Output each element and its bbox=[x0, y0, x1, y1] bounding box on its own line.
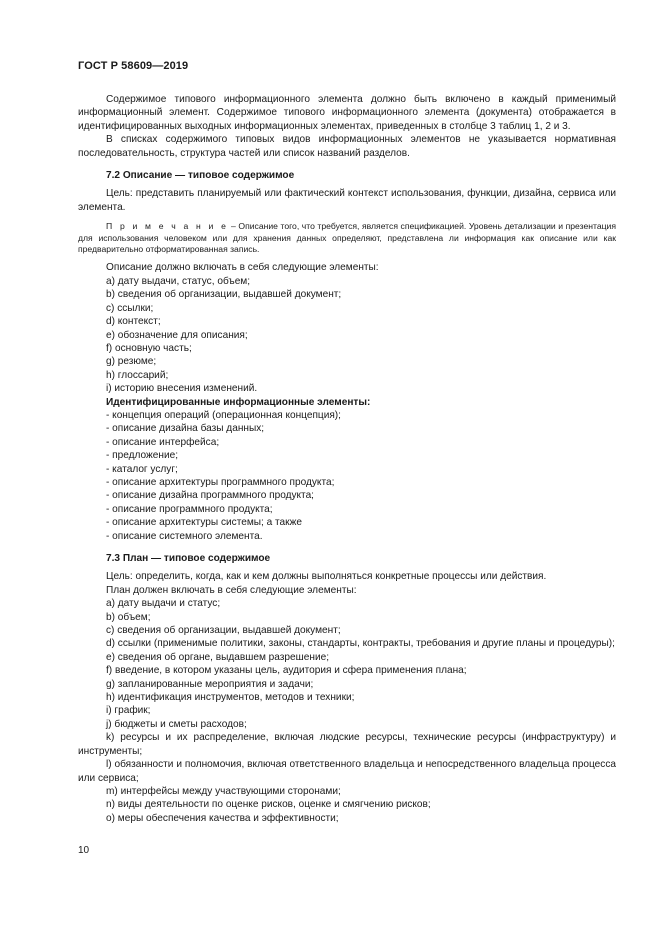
identified-item: - описание дизайна базы данных; bbox=[106, 423, 265, 435]
section-7-3-list-intro: План должен включать в себя следующие элементы: bbox=[106, 584, 357, 596]
identified-item: - описание архитектуры программного продукта; bbox=[106, 476, 335, 488]
list-item: l) обязанности и полномочия, включая ответственного владельца и непосредственного владельца процесса или сервиса; bbox=[78, 759, 616, 784]
list-item: h) глоссарий; bbox=[106, 369, 169, 381]
section-7-3-goal: Цель: определить, когда, как и кем должны выполняться конкретные процессы или действия. bbox=[106, 571, 547, 583]
section-7-2-list-intro: Описание должно включать в себя следующие элементы: bbox=[106, 262, 379, 274]
list-item: d) ссылки (применимые политики, законы, стандарты, контракты, требования и другие планы и процедуры); bbox=[106, 638, 615, 650]
list-item: a) дату выдачи и статус; bbox=[106, 598, 221, 610]
page-content bbox=[78, 93, 616, 825]
section-7-2-heading: 7.2 Описание — типовое содержимое bbox=[106, 170, 295, 182]
list-item: h) идентификация инструментов, методов и техники; bbox=[106, 692, 355, 704]
identified-item: - концепция операций (операционная концепция); bbox=[106, 409, 341, 421]
list-item: j) бюджеты и сметы расходов; bbox=[106, 718, 247, 730]
list-item: m) интерфейсы между участвующими сторонами; bbox=[106, 785, 341, 797]
identified-item: - описание интерфейса; bbox=[106, 436, 220, 448]
list-item: a) дату выдачи, статус, объем; bbox=[106, 275, 251, 287]
list-item: e) сведения об органе, выдавшем разрешение; bbox=[106, 651, 329, 663]
section-7-2-note bbox=[78, 221, 616, 255]
note-label: П р и м е ч а н и е bbox=[106, 221, 229, 232]
page-number: 10 bbox=[78, 845, 90, 856]
list-item: k) ресурсы и их распределение, включая людские ресурсы, технические ресурсы (инфраструктуру) и инструменты; bbox=[78, 732, 616, 757]
identified-item: - предложение; bbox=[106, 450, 179, 462]
list-item: i) график; bbox=[106, 705, 151, 717]
list-item: b) объем; bbox=[106, 611, 151, 623]
identified-elements-heading: Идентифицированные информационные элементы: bbox=[106, 396, 371, 408]
list-item: f) основную часть; bbox=[106, 342, 192, 354]
document-header: ГОСТ Р 58609—2019 bbox=[78, 60, 189, 72]
list-item: n) виды деятельности по оценке рисков, оценке и смягчению рисков; bbox=[106, 799, 431, 811]
list-item: d) контекст; bbox=[106, 316, 161, 328]
identified-item: - каталог услуг; bbox=[106, 463, 178, 475]
identified-item: - описание системного элемента. bbox=[106, 530, 263, 542]
list-item: o) меры обеспечения качества и эффективности; bbox=[106, 812, 339, 824]
identified-item: - описание дизайна программного продукта; bbox=[106, 490, 314, 502]
list-item: b) сведения об организации, выдавшей документ; bbox=[106, 289, 342, 301]
section-7-2-goal: Цель: представить планируемый или фактический контекст использования, функции, дизайна, сервиса или элемента. bbox=[78, 188, 616, 213]
identified-item: - описание программного продукта; bbox=[106, 503, 273, 515]
list-item: c) сведения об организации, выдавшей документ; bbox=[106, 625, 341, 637]
intro-paragraph-1: Содержимое типового информационного элемента должно быть включено в каждый применимый информационный элемент. Содержимое типового информационного элемента (документа) отображается в идентифицированных выходных информационных элементах, приведенных в столбце 3 таблиц 1, 2 и 3. bbox=[78, 94, 616, 132]
list-item: f) введение, в котором указаны цель, аудитория и сфера применения плана; bbox=[106, 665, 467, 677]
list-item: e) обозначение для описания; bbox=[106, 329, 248, 341]
list-item: i) историю внесения изменений. bbox=[106, 383, 258, 395]
note-text: – Описание того, что требуется, является спецификацией. Уровень детализации и презентация для использования человеком или для хранения данных определяют, представлена ли информация как описание или как предварительно отформатированная запись. bbox=[78, 221, 616, 255]
list-item: c) ссылки; bbox=[106, 302, 154, 314]
identified-item: - описание архитектуры системы; а также bbox=[106, 517, 302, 529]
list-item: g) запланированные мероприятия и задачи; bbox=[106, 678, 314, 690]
section-7-3-heading: 7.3 План — типовое содержимое bbox=[106, 553, 271, 564]
intro-paragraph-2: В списках содержимого типовых видов информационных элементов не указывается нормативная последовательность, структура частей или список названий разделов. bbox=[78, 134, 616, 159]
list-item: g) резюме; bbox=[106, 356, 157, 368]
